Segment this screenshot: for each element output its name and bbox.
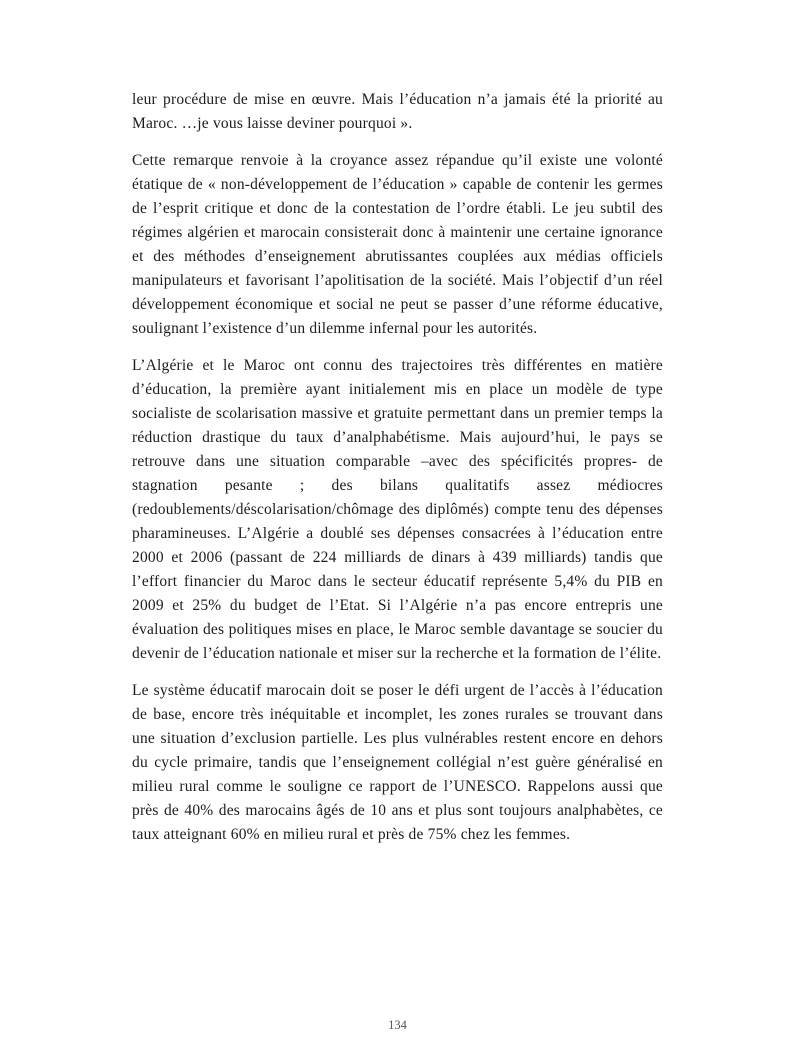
paragraph: leur procédure de mise en œuvre. Mais l’éducation n’a jamais été la priorité au Maroc. …je vous laisse deviner pourquoi ». bbox=[132, 91, 663, 132]
page-content bbox=[132, 88, 663, 860]
paragraph: L’Algérie et le Maroc ont connu des trajectoires très différentes en matière d’éducation, la première ayant initialement mis en place un modèle de type socialiste de scolarisation massive et gratuite permettant dans un premier temps la réduction drastique du taux d’analphabétisme. Mais aujourd’hui, le pays se retrouve dans une situation comparable –avec des spécificités propres- de stagnation pesante ; des bilans qualitatifs assez médiocres (redoublements/déscolarisation/chômage des diplômés) compte tenu des dépenses pharamineuses. L’Algérie a doublé ses dépenses consacrées à l’éducation entre 2000 et 2006 (passant de 224 milliards de dinars à 439 milliards) tandis que l’effort financier du Maroc dans le secteur éducatif représente 5,4% du PIB en 2009 et 25% du budget de l’Etat. Si l’Algérie n’a pas encore entrepris une évaluation des politiques mises en place, le Maroc semble davantage se soucier du devenir de l’éducation nationale et miser sur la recherche et la formation de l’élite. bbox=[132, 357, 663, 662]
paragraph: Le système éducatif marocain doit se poser le défi urgent de l’accès à l’éducation de base, encore très inéquitable et incomplet, les zones rurales se trouvant dans une situation d’exclusion partielle. Les plus vulnérables restent encore en dehors du cycle primaire, tandis que l’enseignement collégial n’est guère généralisé en milieu rural comme le souligne ce rapport de l’UNESCO. Rappelons aussi que près de 40% des marocains âgés de 10 ans et plus sont toujours analphabètes, ce taux atteignant 60% en milieu rural et près de 75% chez les femmes. bbox=[132, 682, 663, 843]
page-number: 134 bbox=[388, 1018, 407, 1032]
paragraph: Cette remarque renvoie à la croyance assez répandue qu’il existe une volonté étatique de « non-développement de l’éducation » capable de contenir les germes de l’esprit critique et donc de la contestation de l’ordre établi. Le jeu subtil des régimes algérien et marocain consisterait donc à maintenir une certaine ignorance et des méthodes d’enseignement abrutissantes couplées aux médias officiels manipulateurs et favorisant l’apolitisation de la société. Mais l’objectif d’un réel développement économique et social ne peut se passer d’une réforme éducative, soulignant l’existence d’un dilemme infernal pour les autorités. bbox=[132, 152, 663, 337]
